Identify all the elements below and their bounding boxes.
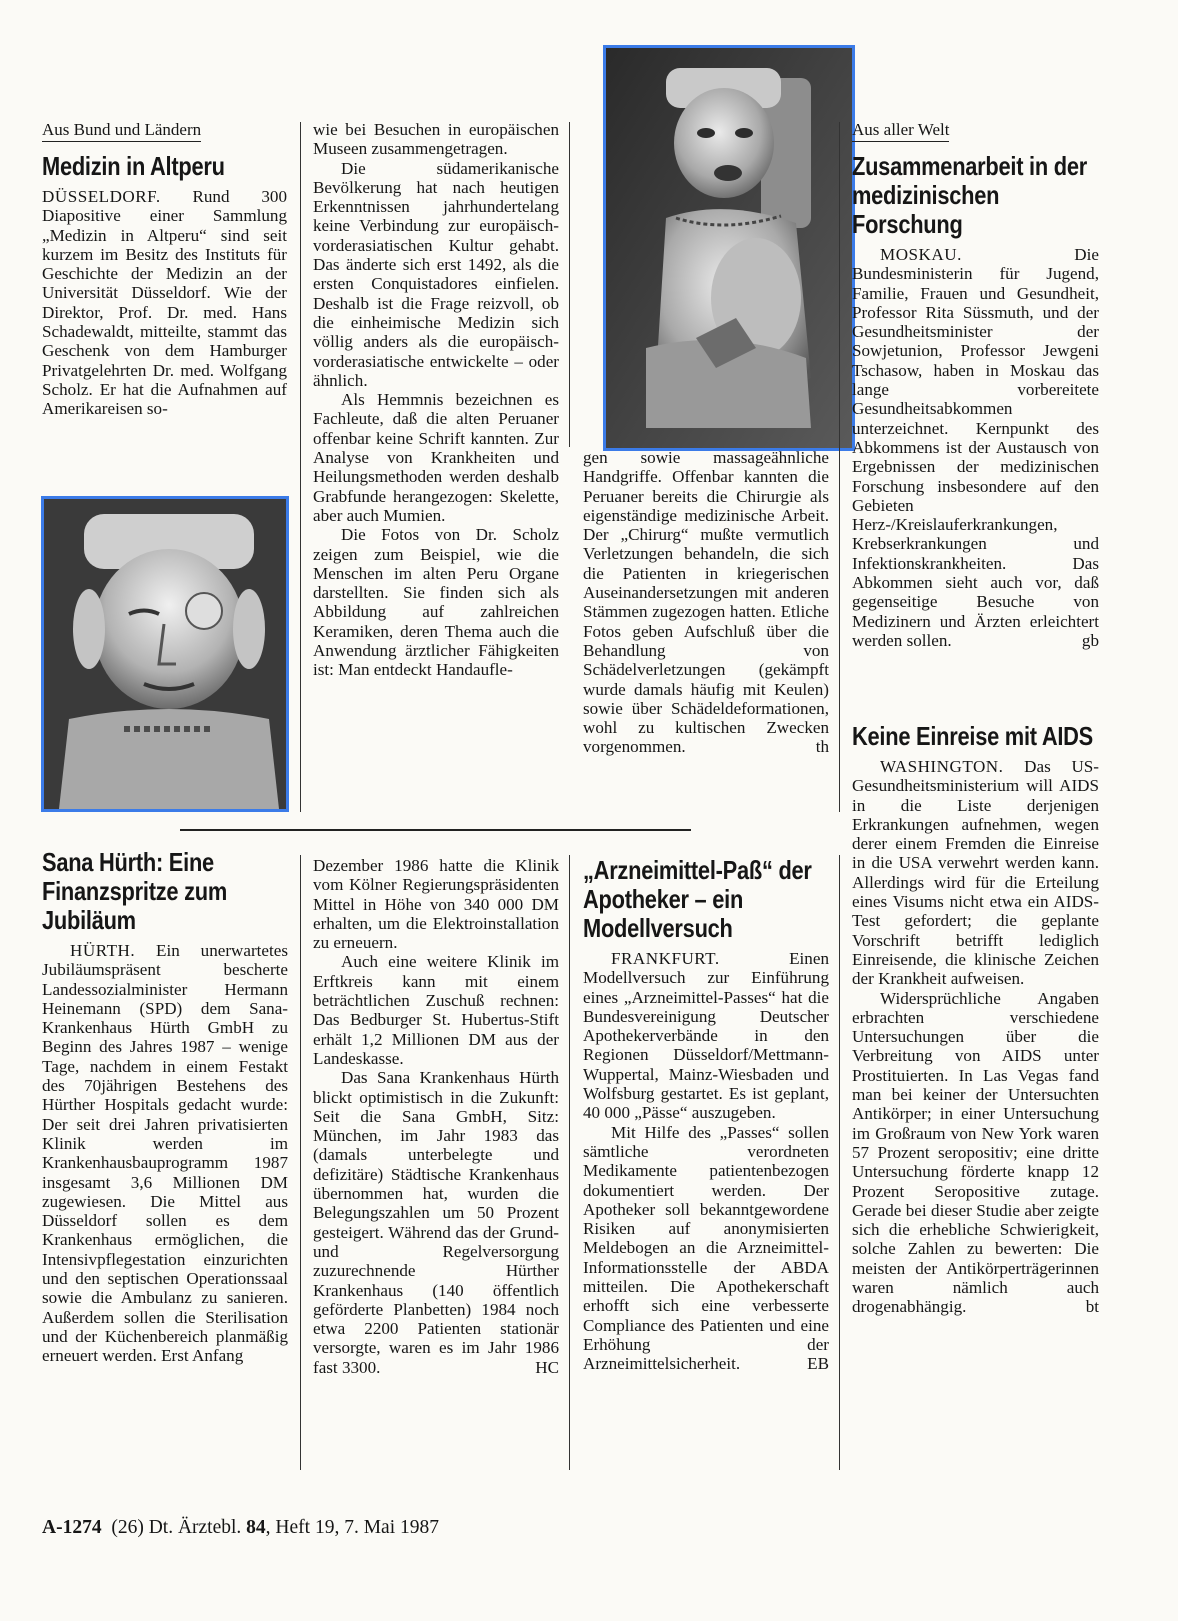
body-text: Ein unerwartetes Jubiläumspräsent bescherte Landessozialminister Hermann Heinemann (SPD) dem Sana-Krankenhaus Hürth GmbH zu Beginn des Jahres 1987 – wenige Tage, nachdem in einem Festakt des 70jährigen Bestehens des Hürther Hospitals gedacht wurde: Der seit drei Jahren privatisierten Klinik werden im Krankenhausbauprogramm 1987 insgesamt 3,6 Millionen DM zugewiesen. Die Mittel aus Düsseldorf sollen es dem Krankenhaus ermöglichen, die Intensivpflegestation einzurichten und den septischen Operationssaal sowie die Ambulanz zu sanieren. Außerdem sollen die Sterilisation und der Küchenbereich planmäßig erneuert werden. Erst Anfang <box>42 941 288 1366</box>
dateline: FRANKFURT. <box>611 949 720 968</box>
body-text: Dezember 1986 hatte die Klinik vom Kölner Regierungspräsidenten Mittel in Höhe von 340 000 DM erhalten, um die Elektroinstallation zu erneuern. <box>313 856 559 953</box>
body-text: Die Fotos von Dr. Scholz zeigen zum Beispiel, wie die Menschen im alten Peru Organe darstellten. Sie finden sich als Abbildung auf zahlreichen Keramiken, deren Thema auch die Anwendung ärztlicher Fähigkeiten ist: Man entdeckt Handaufle- <box>313 525 559 680</box>
author-initials: EB <box>807 1354 829 1374</box>
section-kicker: Aus Bund und Ländern <box>42 120 201 142</box>
headline-sana-huerth: Sana Hürth: Eine Finanzspritze zum Jubiläum <box>42 847 228 935</box>
body-text: Als Hemmnis bezeichnen es Fachleute, daß die alten Peruaner offenbar keine Schrift kannten. Zur Analyse von Krankheiten und Heilungsmethoden werden deshalb Grabfunde herangezogen: Skelette, aber auch Mumien. <box>313 390 559 525</box>
article-medizin-col-1 <box>42 120 287 419</box>
body-text: Die Bundesministerin für Jugend, Familie, Frauen und Gesundheit, Professor Rita Süssmuth, und der Gesundheitsminister der Sowjetunion, Professor Jewgeni Tschasow, haben in Moskau das lange vorbereitete Gesundheitsabkommen unterzeichnet. Kernpunkt des Abkommens ist der Austausch von Ergebnissen der medizinischen Forschung insbesondere auf den Gebieten Herz-/Kreislauferkrankungen, Krebserkrankungen und Infektionskrankheiten. Das Abkommen sieht auch vor, daß gegenseitige Besuche von Medizinern und Ärzten erleichtert werden sollen. <box>852 245 1099 650</box>
body-text: Mit Hilfe des „Passes“ sollen sämtliche verordneten Medikamente patientenbezogen dokumentiert werden. Der Apotheker soll bekanntgewordene Risiken auf anonymisierten Meldebogen an die Arzneimittel-Informationsstelle der ABDA mitteilen. Die Apothekerschaft erhofft sich eine verbesserte Compliance des Patienten und eine Erhöhung der Arzneimittelsicherheit. <box>583 1122 829 1374</box>
column-rule <box>839 855 840 1470</box>
article-medizin-col-2 <box>313 120 559 680</box>
article-keine-einreise <box>852 722 1099 1317</box>
article-arzneimittel-pass <box>583 856 829 1374</box>
column-rule <box>300 122 301 812</box>
body-text: Das US-Gesundheitsministerium will AIDS in die Liste derjenigen Erkrankungen aufnehmen, wegen derer einem Fremden die Einreise in die USA verwehrt werden kann. Allerdings wird für die Erteilung eines Visums nicht etwa ein AIDS-Test gefordert; die geplante Vorschrift betrifft lediglich Einreisende, die klinische Zeichen der Krankheit aufweisen. <box>852 757 1099 989</box>
column-rule <box>569 855 570 1470</box>
page-footer <box>42 1517 439 1539</box>
body-text: Das Sana Krankenhaus Hürth blickt optimistisch in die Zukunft: Seit die Sana GmbH, Sitz: München, im Jahr 1983 das (damals unterbelegte und defizitäre) Städtische Krankenhaus übernommen hat, wurden die Belegungszahlen um 50 Prozent gesteigert. Während das der Grund- und Regelversorgung zuzurechnende Hürther Krankenhaus (140 öffentlich geförderte Planbetten) 1984 noch etwa 2200 Patienten stationär versorgte, waren es im Jahr 1986 fast 3300. <box>313 1068 559 1377</box>
volume-number: 84 <box>246 1517 266 1538</box>
article-sana-huerth-col-2 <box>313 856 559 1377</box>
column-rule <box>569 122 570 447</box>
body-text: wie bei Besuchen in europäischen Museen zusammengetragen. <box>313 120 559 159</box>
body-text: Die südamerikanische Bevölkerung hat nach heutigen Erkenntnissen jahrhundertelang keine Verbindung zur europäisch-vorderasiatischen Kultur gehabt. Das änderte sich erst 1492, als die ersten Conquistadores einfielen. Deshalb ist die Frage reizvoll, ob die einheimische Medizin sich völlig anders als die europäisch-vorderasiatische entwickelte – oder ähnlich. <box>313 158 559 390</box>
article-medizin-col-3 <box>583 448 829 757</box>
dateline: MOSKAU. <box>880 245 962 264</box>
body-text: Einen Modellversuch zur Einführung eines „Arzneimittel-Passes“ hat die Bundesvereinigung Deutscher Apothekerverbände in den Regionen Düsseldorf/Mettmann-Wuppertal, Mainz-Wiesbaden und Wolfsburg gestartet. Es ist geplant, 40 000 „Pässe“ auszugeben. <box>583 949 829 1123</box>
dateline: DÜSSELDORF. <box>42 187 161 206</box>
column-rule <box>839 122 840 812</box>
ceramic-head-photo-left <box>41 496 289 812</box>
author-initials: gb <box>1081 630 1099 650</box>
dateline: HÜRTH. <box>70 941 136 960</box>
headline-arzneimittel-pass: „Arzneimittel-Paß“ der Apotheker – ein Modellversuch <box>583 855 812 943</box>
headline-medizin-altperu: Medizin in Altperu <box>42 151 225 181</box>
issue-date: , Heft 19, 7. Mai 1987 <box>265 1517 439 1538</box>
journal-reference: (26) Dt. Ärztebl. <box>111 1517 242 1538</box>
article-zusammenarbeit <box>852 120 1099 650</box>
dateline: WASHINGTON. <box>880 757 1004 776</box>
body-text: Widersprüchliche Angaben erbrachten verschiedene Untersuchungen über die Verbreitung von AIDS unter Prostituierten. In Las Vegas fand man bei keiner der Untersuchten Antikörper; in einer Untersuchung im Großraum von New York waren 57 Prozent seropositiv; eine dritte Untersuchung förderte knapp 12 Prozent Seropositive zutage. Gerade bei dieser Studie aber zeigte sich die erhebliche Schwierigkeit, solche Zahlen zu bewerten: Die meisten der Antikörperträgerinnen waren nämlich auch drogenabhängig. <box>852 988 1099 1317</box>
body-text: gen sowie massageähnliche Handgriffe. Offenbar kannten die Peruaner bereits die Chirurgie als eigenständige medizinische Arbeit. Der „Chirurg“ mußte vermutlich Verletzungen behandeln, die sich die Patienten in kriegerischen Auseinandersetzungen mit anderen Stämmen zugezogen hatten. Etliche Fotos geben Aufschluß über die Behandlung von Schädelverletzungen (gekämpft wurde damals häufig mit Keulen) sowie über Schädeldeformationen, wohl zu kultischen Zwecken vorgenommen. <box>583 448 829 757</box>
author-initials: th <box>815 737 829 757</box>
article-sana-huerth-col-1 <box>42 848 288 1366</box>
headline-zusammenarbeit: Zusammenarbeit in der medizinischen Forschung <box>852 151 1088 239</box>
section-kicker: Aus aller Welt <box>852 120 949 142</box>
headline-keine-einreise: Keine Einreise mit AIDS <box>852 721 1094 751</box>
author-initials: bt <box>1085 1297 1099 1317</box>
section-divider <box>180 829 691 831</box>
author-initials: HC <box>535 1357 559 1377</box>
body-text: Auch eine weitere Klinik im Erftkreis kann mit einem beträchtlichen Zuschuß rechnen: Das Bedburger St. Hubertus-Stift erhält 1,2 Millionen DM aus der Landeskasse. <box>313 952 559 1068</box>
body-text: Rund 300 Diapositive einer Sammlung „Medizin in Altperu“ sind seit kurzem im Besitz des Instituts für Geschichte der Medizin an der Universität Düsseldorf. Wie der Direktor, Prof. Dr. med. Hans Schadewaldt, mitteilte, stammt das Geschenk von dem Hamburger Privatgelehrten Dr. med. Wolfgang Scholz. Er hat die Aufnahmen auf Amerikareisen so- <box>42 187 287 419</box>
ceramic-figure-photo-top <box>603 45 855 451</box>
page-number: A-1274 <box>42 1517 102 1538</box>
column-rule <box>300 855 301 1470</box>
